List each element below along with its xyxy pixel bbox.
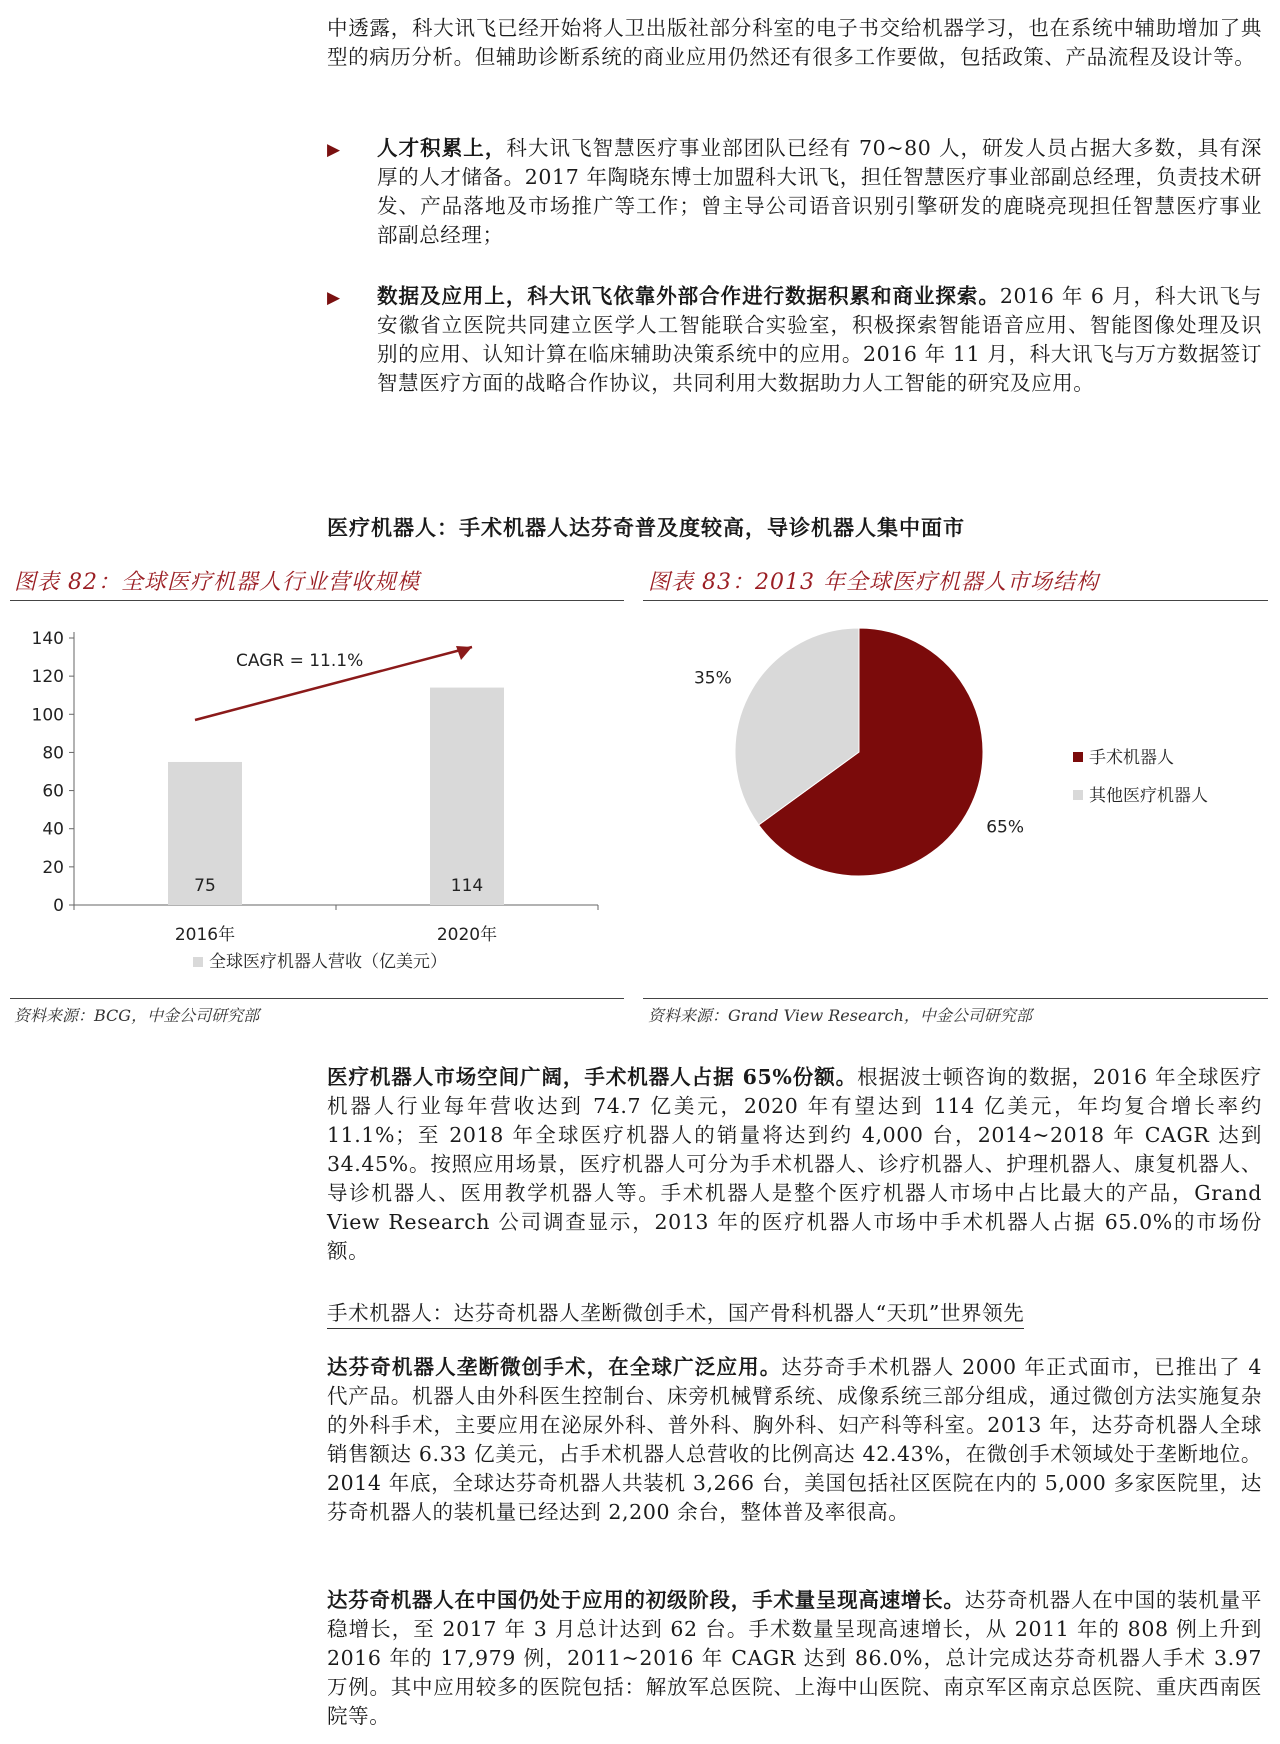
- legend-label: 全球医疗机器人营收（亿美元）: [209, 952, 447, 972]
- y-tick-label: 120: [31, 667, 64, 688]
- davinci-body: 达芬奇手术机器人 2000 年正式面市，已推出了 4 代产品。机器人由外科医生控制台、床旁机械臂系统、成像系统三部分组成，通过微创方法实施复杂的外科手术，主要应用在泌尿外科、普外科、胸外科、妇产科等科室。2013 年，达芬奇机器人全球销售额达 6.33 亿美元，占手术机器人总营收的比例高达 42.43%，在微创手术领域处于垄断地位。2014 年底，全球达芬奇机器人共装机 3,266 台，美国包括社区医院在内的 5,000 多家医院里，达芬奇机器人的装机量已经达到 2,200 余台，整体普及率很高。: [327, 1355, 1262, 1524]
- x-tick-label: 2016年: [174, 925, 236, 945]
- y-tick-label: 100: [31, 705, 64, 726]
- intro-paragraph: 中透露，科大讯飞已经开始将人卫出版社部分科室的电子书交给机器学习，也在系统中辅助增加了典型的病历分析。但辅助诊断系统的商业应用仍然还有很多工作要做，包括政策、产品流程及设计等。: [327, 16, 1262, 69]
- y-tick-label: 0: [53, 896, 64, 916]
- davinci-paragraph: [327, 1353, 1262, 1527]
- china-paragraph: [327, 1586, 1262, 1731]
- figure-82-source: 资料来源：BCG，中金公司研究部: [14, 1006, 260, 1025]
- market-bold-lead: 医疗机器人市场空间广阔，手术机器人占据 65%份额。: [327, 1065, 858, 1089]
- bullet-body: 科大讯飞智慧医疗事业部团队已经有 70~80 人，研发人员占据大多数，具有深厚的人才储备。2017 年陶晓东博士加盟科大讯飞，担任智慧医疗事业部副总经理，负责技术研发、产品落地及市场推广等工作；曾主导公司语音识别引擎研发的鹿晓亮现担任智慧医疗事业部副总经理；: [377, 136, 1262, 247]
- revenue-bar-chart: [10, 610, 624, 990]
- bullet-body: 2016 年 6 月，科大讯飞与安徽省立医院共同建立医学人工智能联合实验室，积极探索智能语音应用、智能图像处理及识别的应用、认知计算在临床辅助决策系统中的应用。2016 年 11 月，科大讯飞与万方数据签订智慧医疗方面的战略合作协议，共同利用大数据助力人工智能的研究及应用。: [377, 284, 1262, 395]
- figure-82-bottom-rule: [10, 998, 624, 999]
- market-paragraph: [327, 1063, 1262, 1266]
- bar-data-label: 75: [194, 876, 216, 896]
- legend-swatch-surgical: [1073, 752, 1083, 762]
- y-tick-label: 20: [42, 857, 64, 878]
- figure-83-top-rule: [643, 600, 1268, 601]
- bullet-talent: [327, 134, 1262, 250]
- bullet-data: [327, 282, 1262, 398]
- bullet-text: [377, 134, 1262, 250]
- section-title: 医疗机器人：手术机器人达芬奇普及度较高，导诊机器人集中面市: [327, 515, 965, 540]
- bullet-text: [377, 282, 1262, 398]
- figure-83-bottom-rule: [643, 998, 1268, 999]
- davinci-bold-lead: 达芬奇机器人垄断微创手术，在全球广泛应用。: [327, 1355, 782, 1379]
- legend-swatch-other: [1073, 790, 1083, 800]
- cagr-arrowhead-icon: [456, 646, 472, 660]
- figure-82-title: 图表 82：全球医疗机器人行业营收规模: [14, 570, 420, 595]
- legend-label-surgical: 手术机器人: [1089, 748, 1174, 768]
- bullet-bold-lead: 数据及应用上，科大讯飞依靠外部合作进行数据积累和商业探索。: [377, 284, 1000, 308]
- cagr-label: CAGR = 11.1%: [236, 651, 364, 671]
- figure-82-top-rule: [10, 600, 624, 601]
- triangle-bullet-icon: ▶: [327, 288, 341, 308]
- surgical-robot-subheading: 手术机器人：达芬奇机器人垄断微创手术，国产骨科机器人“天玑”世界领先: [327, 1296, 1024, 1329]
- x-tick-label: 2020年: [436, 925, 498, 945]
- y-tick-label: 140: [31, 629, 64, 649]
- china-body: 达芬奇机器人在中国的装机量平稳增长，至 2017 年 3 月总计达到 62 台。手术数量呈现高速增长，从 2011 年的 808 例上升到 2016 年的 17,979 例，2011~2016 年 CAGR 达到 86.0%，总计完成达芬奇机器人手术 3.97 万例。其中应用较多的医院包括：解放军总医院、上海中山医院、南京军区南京总医院、重庆西南医院等。: [327, 1588, 1263, 1728]
- pie-data-label: 35%: [693, 668, 732, 689]
- y-tick-label: 60: [42, 781, 64, 802]
- figure-83-title: 图表 83：2013 年全球医疗机器人市场结构: [648, 570, 1099, 595]
- pie-data-label: 65%: [986, 817, 1025, 838]
- bullet-bold-lead: 人才积累上，: [377, 136, 507, 160]
- bar-data-label: 114: [450, 876, 484, 896]
- legend-swatch: [193, 957, 203, 967]
- triangle-bullet-icon: ▶: [327, 140, 341, 160]
- bar-2020年: [430, 688, 504, 905]
- y-tick-label: 80: [42, 743, 64, 764]
- market-body: 根据波士顿咨询的数据，2016 年全球医疗机器人行业每年营收达到 74.7 亿美元，2020 年有望达到 114 亿美元，年均复合增长率约 11.1%；至 2018 年全球医疗机器人的销量将达到约 4,000 台，2014~2018 年 CAGR 达到 34.45%。按照应用场景，医疗机器人可分为手术机器人、诊疗机器人、护理机器人、康复机器人、导诊机器人、医用教学机器人等。手术机器人是整个医疗机器人市场中占比最大的产品，Grand View Research 公司调查显示，2013 年的医疗机器人市场中手术机器人占据 65.0%的市场份额。: [327, 1065, 1262, 1263]
- y-tick-label: 40: [42, 819, 64, 840]
- legend-label-other: 其他医疗机器人: [1089, 786, 1208, 806]
- figure-83-source: 资料来源：Grand View Research，中金公司研究部: [648, 1006, 1032, 1025]
- market-structure-pie-chart: [643, 610, 1268, 990]
- china-bold-lead: 达芬奇机器人在中国仍处于应用的初级阶段，手术量呈现高速增长。: [327, 1588, 965, 1612]
